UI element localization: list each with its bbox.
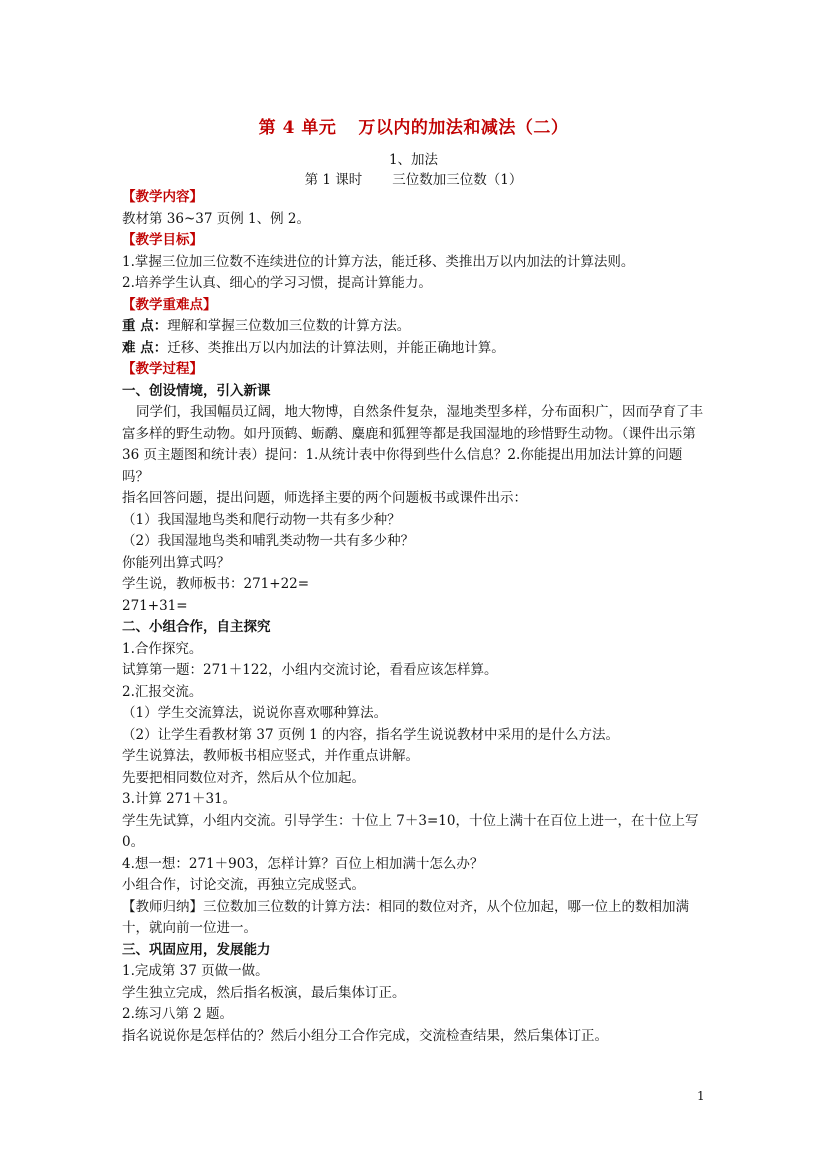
heading-process: 【教学过程】 xyxy=(122,361,203,377)
section-3-item-2a: 指名说说你是怎样估的？然后小组分工合作完成，交流检查结果，然后集体订正。 xyxy=(122,1027,608,1044)
section-1-paragraph-1: 同学们，我国幅员辽阔，地大物博，自然条件复杂，湿地类型多样，分布面积广，因而孕育了丰富多样的野生动物。如丹顶鹤、蛎鹬、麋鹿和狐狸等都是我国湿地的珍惜野生动物。（课件出示第 36 页主题图和统计表）提问：1.从统计表中你得到些什么信息？2.你能提出用加法计算的问题吗？ xyxy=(122,404,703,485)
lesson-subtitle xyxy=(0,168,827,188)
section-2-item-3a: 学生先试算，小组内交流。引导学生：十位上 7＋3=10，十位上满十在百位上进一，在十位上写 0。 xyxy=(122,812,699,850)
section-1-paragraph-2: 指名回答问题，提出问题，师选择主要的两个问题板书或课件出示： xyxy=(122,490,527,506)
section-3-item-1: 1.完成第 37 页做一做。 xyxy=(122,963,269,979)
difficult-label: 难 点： xyxy=(122,339,168,356)
lesson-number: 第 1 课时 xyxy=(304,172,363,188)
heading-goals: 【教学目标】 xyxy=(122,232,203,248)
section-2-item-3: 3.计算 271＋31。 xyxy=(122,791,237,807)
teacher-summary: 【教师归纳】三位数加三位数的计算方法：相同的数位对齐，从个位加起，哪一位上的数相加满十，就向前一位进一。 xyxy=(122,898,689,936)
section-1-paragraph-5: 271+31= xyxy=(122,597,188,614)
section-2-item-1: 1.合作探究。 xyxy=(122,640,203,657)
section-1-paragraph-3: 你能列出算式吗？ xyxy=(122,554,230,571)
section-2-item-1a: 试算第一题：271＋122，小组内交流讨论，看看应该怎样算。 xyxy=(122,662,498,678)
section-2-item-2: 2.汇报交流。 xyxy=(122,683,203,700)
section-3-item-1a: 学生独立完成，然后指名板演，最后集体订正。 xyxy=(122,984,406,1001)
section-2-title: 二、小组合作，自主探究 xyxy=(122,619,271,635)
section-2-item-2a: （1）学生交流算法，说说你喜欢哪种算法。 xyxy=(122,705,388,721)
section-2-item-2d: 先要把相同数位对齐，然后从个位加起。 xyxy=(122,769,365,786)
key-text: 理解和掌握三位数加三位数的计算方法。 xyxy=(167,318,411,334)
section-3-title: 三、巩固应用，发展能力 xyxy=(122,941,271,958)
section-3-item-2: 2.练习八第 2 题。 xyxy=(122,1006,234,1022)
unit-number: 第 4 单元 xyxy=(258,118,337,138)
key-label: 重 点： xyxy=(122,318,168,334)
section-subtitle: 1、加法 xyxy=(388,152,439,168)
section-2-item-2b: （2）让学生看教材第 37 页例 1 的内容，指名学生说说教材中采用的是什么方法。 xyxy=(122,726,620,743)
goal-2: 2.培养学生认真、细心的学习习惯，提高计算能力。 xyxy=(122,275,432,291)
section-2-item-4a: 小组合作，讨论交流，再独立完成竖式。 xyxy=(122,877,365,893)
heading-content: 【教学内容】 xyxy=(122,189,203,205)
section-1-title: 一、创设情境，引入新课 xyxy=(122,382,271,399)
section-1-question-1: （1）我国湿地鸟类和爬行动物一共有多少种？ xyxy=(122,511,401,528)
goal-1: 1.掌握三位加三位数不连续进位的计算方法，能迁移、类推出万以内加法的计算法则。 xyxy=(122,253,635,270)
key-point xyxy=(122,316,707,338)
unit-name: 万以内的加法和减法（二） xyxy=(358,118,569,138)
content-text: 教材第 36~37 页例 1、例 2。 xyxy=(122,210,311,227)
unit-title xyxy=(0,113,827,138)
heading-key-points: 【教学重难点】 xyxy=(122,296,217,313)
lesson-topic: 三位数加三位数（1） xyxy=(392,172,523,188)
section-2-item-2c: 学生说算法，教师板书相应竖式，并作重点讲解。 xyxy=(122,748,419,764)
page-number: 1 xyxy=(697,1089,705,1103)
section-1-question-2: （2）我国湿地鸟类和哺乳类动物一共有多少种？ xyxy=(122,533,415,549)
difficult-point xyxy=(122,338,707,360)
section-2-item-4: 4.想一想：271＋903，怎样计算？百位上相加满十怎么办？ xyxy=(122,855,484,872)
difficult-text: 迁移、类推出万以内加法的计算法则，并能正确地计算。 xyxy=(167,339,505,356)
document-body xyxy=(122,187,707,1047)
section-1-paragraph-4: 学生说，教师板书：271+22= xyxy=(122,576,310,592)
